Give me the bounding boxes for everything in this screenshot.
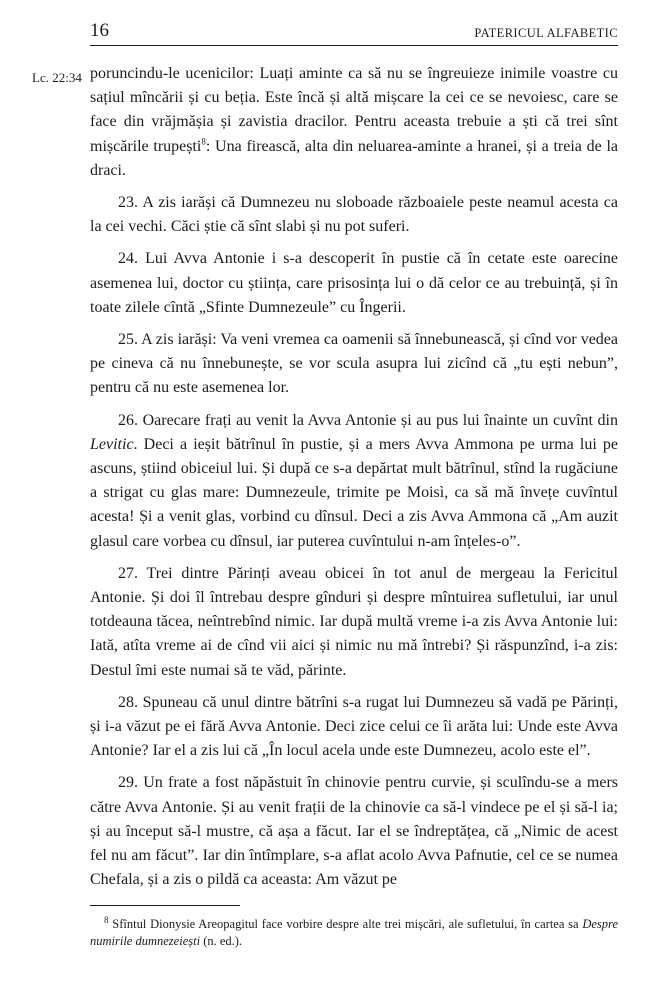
paragraph-text: poruncindu-le ucenicilor: Luați aminte ca să nu se îngreuieze inimile voastre cu sațiul mîncării și cu beția. Este încă și altă mișcare la cei ce se nevoiesc, care se face din vrăjmășia și zavistia dracilor. Pentru aceasta trebuie a ști că trei sînt mișcările trupești xyxy=(90,65,618,155)
book-title: Levitic xyxy=(90,435,134,453)
footnote-text: Sfîntul Dionysie Areopagitul face vorbire despre alte trei mișcări, ale sufletului, în cartea sa xyxy=(108,917,583,931)
running-head: PATERICUL ALFABETIC xyxy=(474,26,618,40)
paragraph-29: 29. Un frate a fost năpăstuit în chinovie pentru curvie, și sculîndu-se a mers către Avva Antonie. Și au venit frații de la chinovie ca să-l vindece pe el și să-l ia; și au început să-l mustre, că așa a făcut. Iar el se îndreptățea, că „Nimic de acest fel nu am făcut”. Iar din întîmplare, s-a aflat acolo Avva Pafnutie, cel ce se numea Chefala, și a zis o pildă ca aceasta: Am văzut pe xyxy=(90,774,618,889)
footnote xyxy=(90,916,618,950)
page-header xyxy=(90,20,618,42)
paragraph-27: 27. Trei dintre Părinți aveau obicei în tot anul de mergeau la Fericitul Antonie. Și doi îl întrebau despre gînduri și despre mîntuirea sufletului, iar unul totdeauna tăcea, neîntrebînd nimic. Iar după multă vreme i-a zis Avva Antonie lui: Iată, atîta vreme ai de cînd vii aici și nimic nu mă întrebi? Și răspunzînd, i-a zis: Destul îmi este numai să te văd, părinte. xyxy=(90,564,618,679)
paragraph-28: 28. Spuneau că unul dintre bătrîni s-a rugat lui Dumnezeu să vadă pe Părinți, și i-a văzut pe ei fără Avva Antonie. Deci zice celui ce îi arăta lui: Unde este Avva Antonie? Iar el a zis lui că „În locul acela unde este Dumnezeu, acolo este el”. xyxy=(90,693,618,760)
paragraph-23: 23. A zis iarăși că Dumnezeu nu sloboade războaiele peste neamul acesta ca la cei vechi. Căci știe că sînt slabi și nu pot suferi. xyxy=(90,194,618,236)
paragraph-text: . Deci a ieșit bătrînul în pustie, și a mers Avva Ammona pe urma lui pe ascuns, știind obiceiul lui. Și după ce s-a depărtat mult bătrînul, stînd la rugăciune a strigat cu glas mare: Dumnezeule, trimite pe Moisì, ca să mă învețe cuvîntul acesta! Și a venit glas, vorbind cu dînsul. Deci a zis Avva Ammona că „Am auzit glasul care vorbea cu dînsul, iar puterea cuvîntului n-am înțeles-o”. xyxy=(90,435,618,550)
footnote-book-title: Despre numirile dumnezeiești xyxy=(90,917,618,948)
paragraph-26 xyxy=(90,409,618,554)
page-number: 16 xyxy=(90,20,109,41)
paragraph-text: 26. Oarecare frați au venit la Avva Antonie și au pus lui înainte un cuvînt din xyxy=(118,411,618,429)
header-rule xyxy=(90,45,618,46)
paragraph-25: 25. A zis iarăși: Va veni vremea ca oamenii să înnebunească, și cînd vor vedea pe cineva că nu înnebunește, se vor scula asupra lui zicînd că „tu ești nebun”, pentru că nu este asemenea lor. xyxy=(90,331,618,397)
body-text xyxy=(90,62,618,901)
paragraph-text: : Una firească, alta din neluarea-aminte a hranei, și a treia de la draci. xyxy=(90,137,619,179)
footnote-rule xyxy=(90,905,240,906)
paragraph-24: 24. Lui Avva Antonie i s-a descoperit în pustie că în cetate este oarecine asemenea lui, doctor cu știința, care prisosința lui o dă celor ce au trebuință, și în toate zilele cîntă „Sfinte Dumnezeule” cu Îngerii. xyxy=(90,250,618,316)
footnote-mark: 8 xyxy=(104,914,109,925)
footnote-reference: 8 xyxy=(201,136,206,147)
margin-reference: Lc. 22:34 xyxy=(32,70,82,85)
paragraph-continuation xyxy=(90,62,618,183)
footnote-text: (n. ed.). xyxy=(200,934,243,948)
